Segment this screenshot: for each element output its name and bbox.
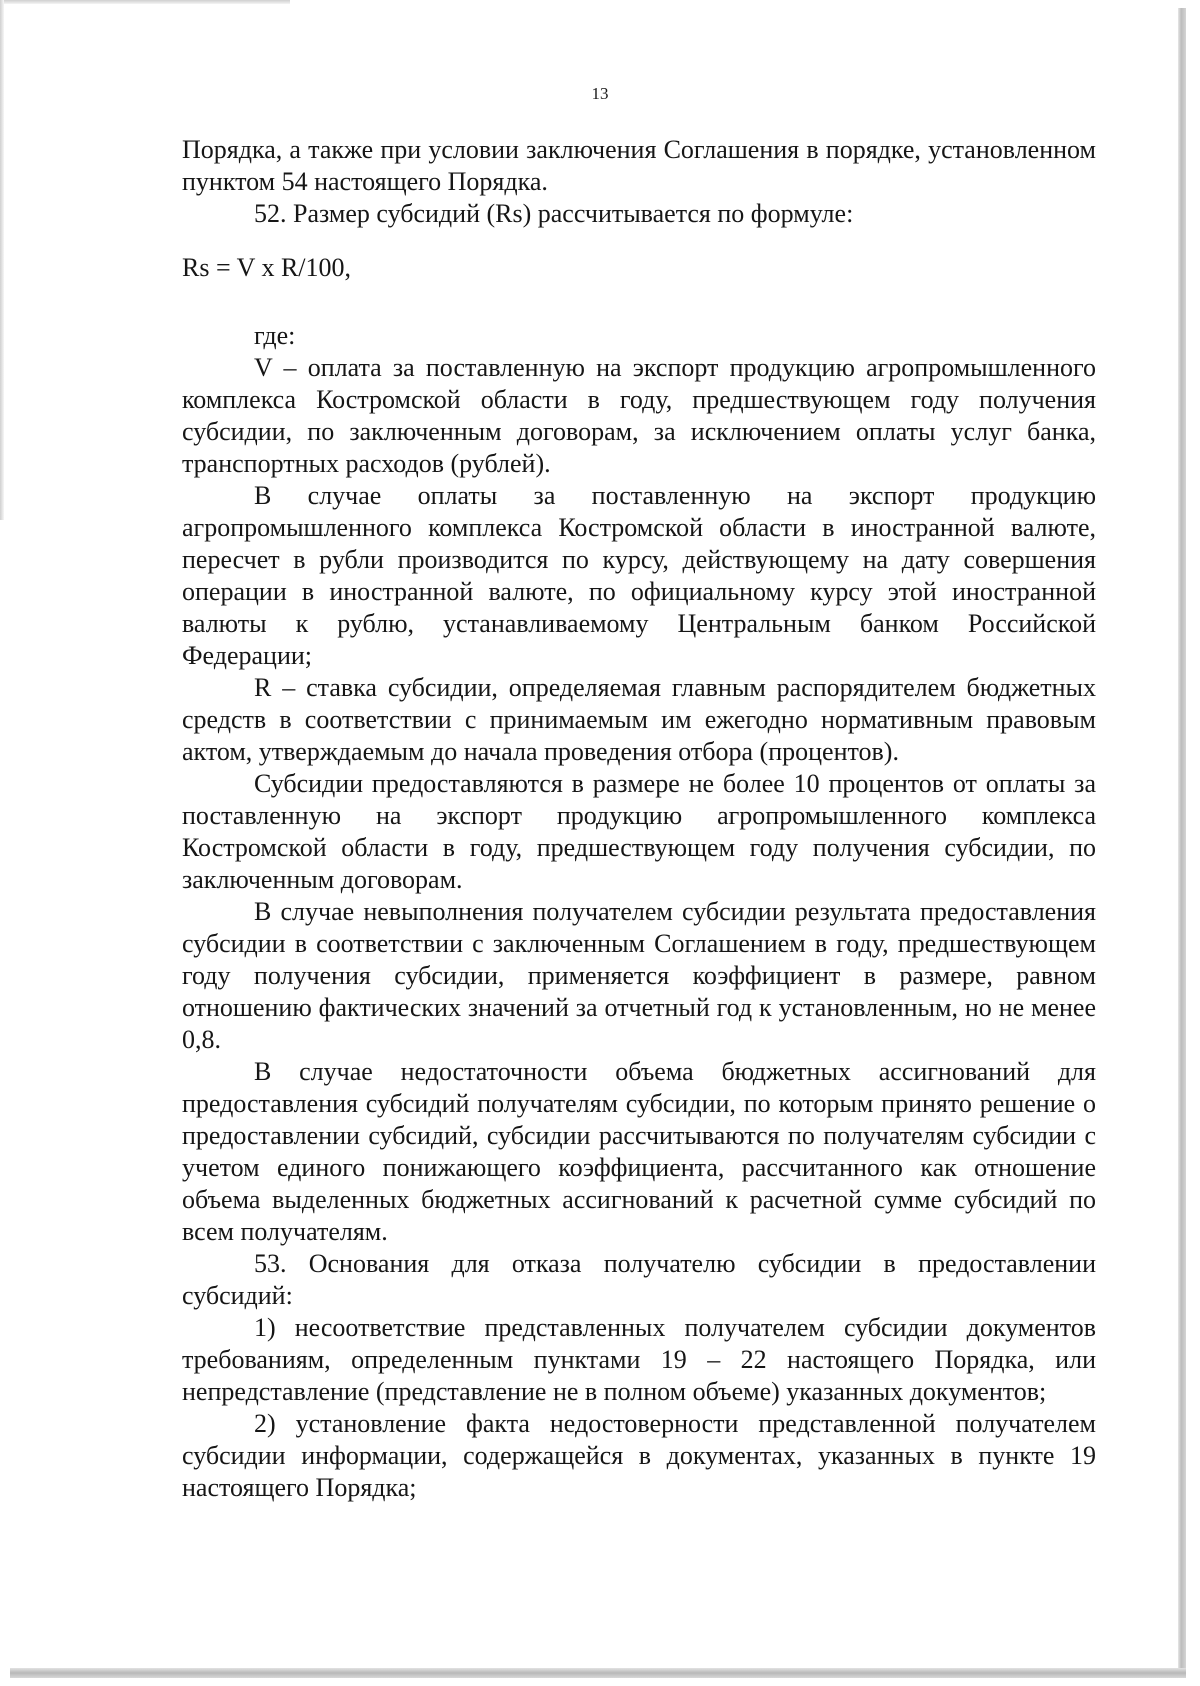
paragraph-coefficient: В случае невыполнения получателем субсидии результата предоставления субсидии в соответствии с заключенным Соглашением в году, предшествующем году получения субсидии, применяется коэффициент в размере, равном отношению фактических значений за отчетный год к установленным, но не менее 0,8. [182,897,1096,1054]
paragraph-where: где: [254,321,296,350]
scan-edge-right [1178,8,1186,1678]
paragraph-continuation: Порядка, а также при условии заключения Соглашения в порядке, установленном пунктом 54 настоящего Порядка. [182,135,1096,196]
paragraph-foreign-currency: В случае оплаты за поставленную на экспорт продукцию агропромышленного комплекса Костромской области в иностранной валюте, пересчет в рубли производится по курсу, действующему на дату совершения операции в иностранной валюте, по официальному курсу этой иностранной валюты к рублю, устанавливаемому Центральным банком Российской Федерации; [182,481,1096,670]
page-number: 13 [591,84,609,103]
scan-edge-left [0,0,4,520]
document-body [182,134,1096,1504]
paragraph-variable-r: R – ставка субсидии, определяемая главным распорядителем бюджетных средств в соответствии с принимаемым им ежегодно нормативным правовым актом, утверждаемым до начала проведения отбора (процентов). [182,673,1096,766]
paragraph-item-1: 1) несоответствие представленных получателем субсидии документов требованиям, определенным пунктами 19 – 22 настоящего Порядка, или непредставление (представление не в полном объеме) указанных документов; [182,1313,1096,1406]
scan-edge-bottom [10,1668,1186,1678]
paragraph-variable-v: V – оплата за поставленную на экспорт продукцию агропромышленного комплекса Костромской области в году, предшествующем году получения субсидии, по заключенным договорам, за исключением оплаты услуг банка, транспортных расходов (рублей). [182,353,1096,478]
paragraph-insufficient-funds: В случае недостаточности объема бюджетных ассигнований для предоставления субсидий получателям субсидии, по которым принято решение о предоставлении субсидий, субсидии рассчитываются по получателям субсидии с учетом единого понижающего коэффициента, рассчитанного как отношение объема выделенных бюджетных ассигнований к расчетной сумме субсидий по всем получателям. [182,1057,1096,1246]
paragraph-subsidy-limit: Субсидии предоставляются в размере не более 10 процентов от оплаты за поставленную на экспорт продукцию агропромышленного комплекса Костромской области в году, предшествующем году получения субсидии, по заключенным договорам. [182,769,1096,894]
paragraph-item-2: 2) установление факта недостоверности представленной получателем субсидии информации, содержащейся в документах, указанных в пункте 19 настоящего Порядка; [182,1409,1096,1502]
paragraph-clause-52: 52. Размер субсидий (Rs) рассчитывается по формуле: [254,199,854,228]
formula: Rs = V x R/100, [182,253,352,282]
scan-edge-top [0,0,290,4]
paragraph-clause-53: 53. Основания для отказа получателю субсидии в предоставлении субсидий: [182,1249,1096,1310]
